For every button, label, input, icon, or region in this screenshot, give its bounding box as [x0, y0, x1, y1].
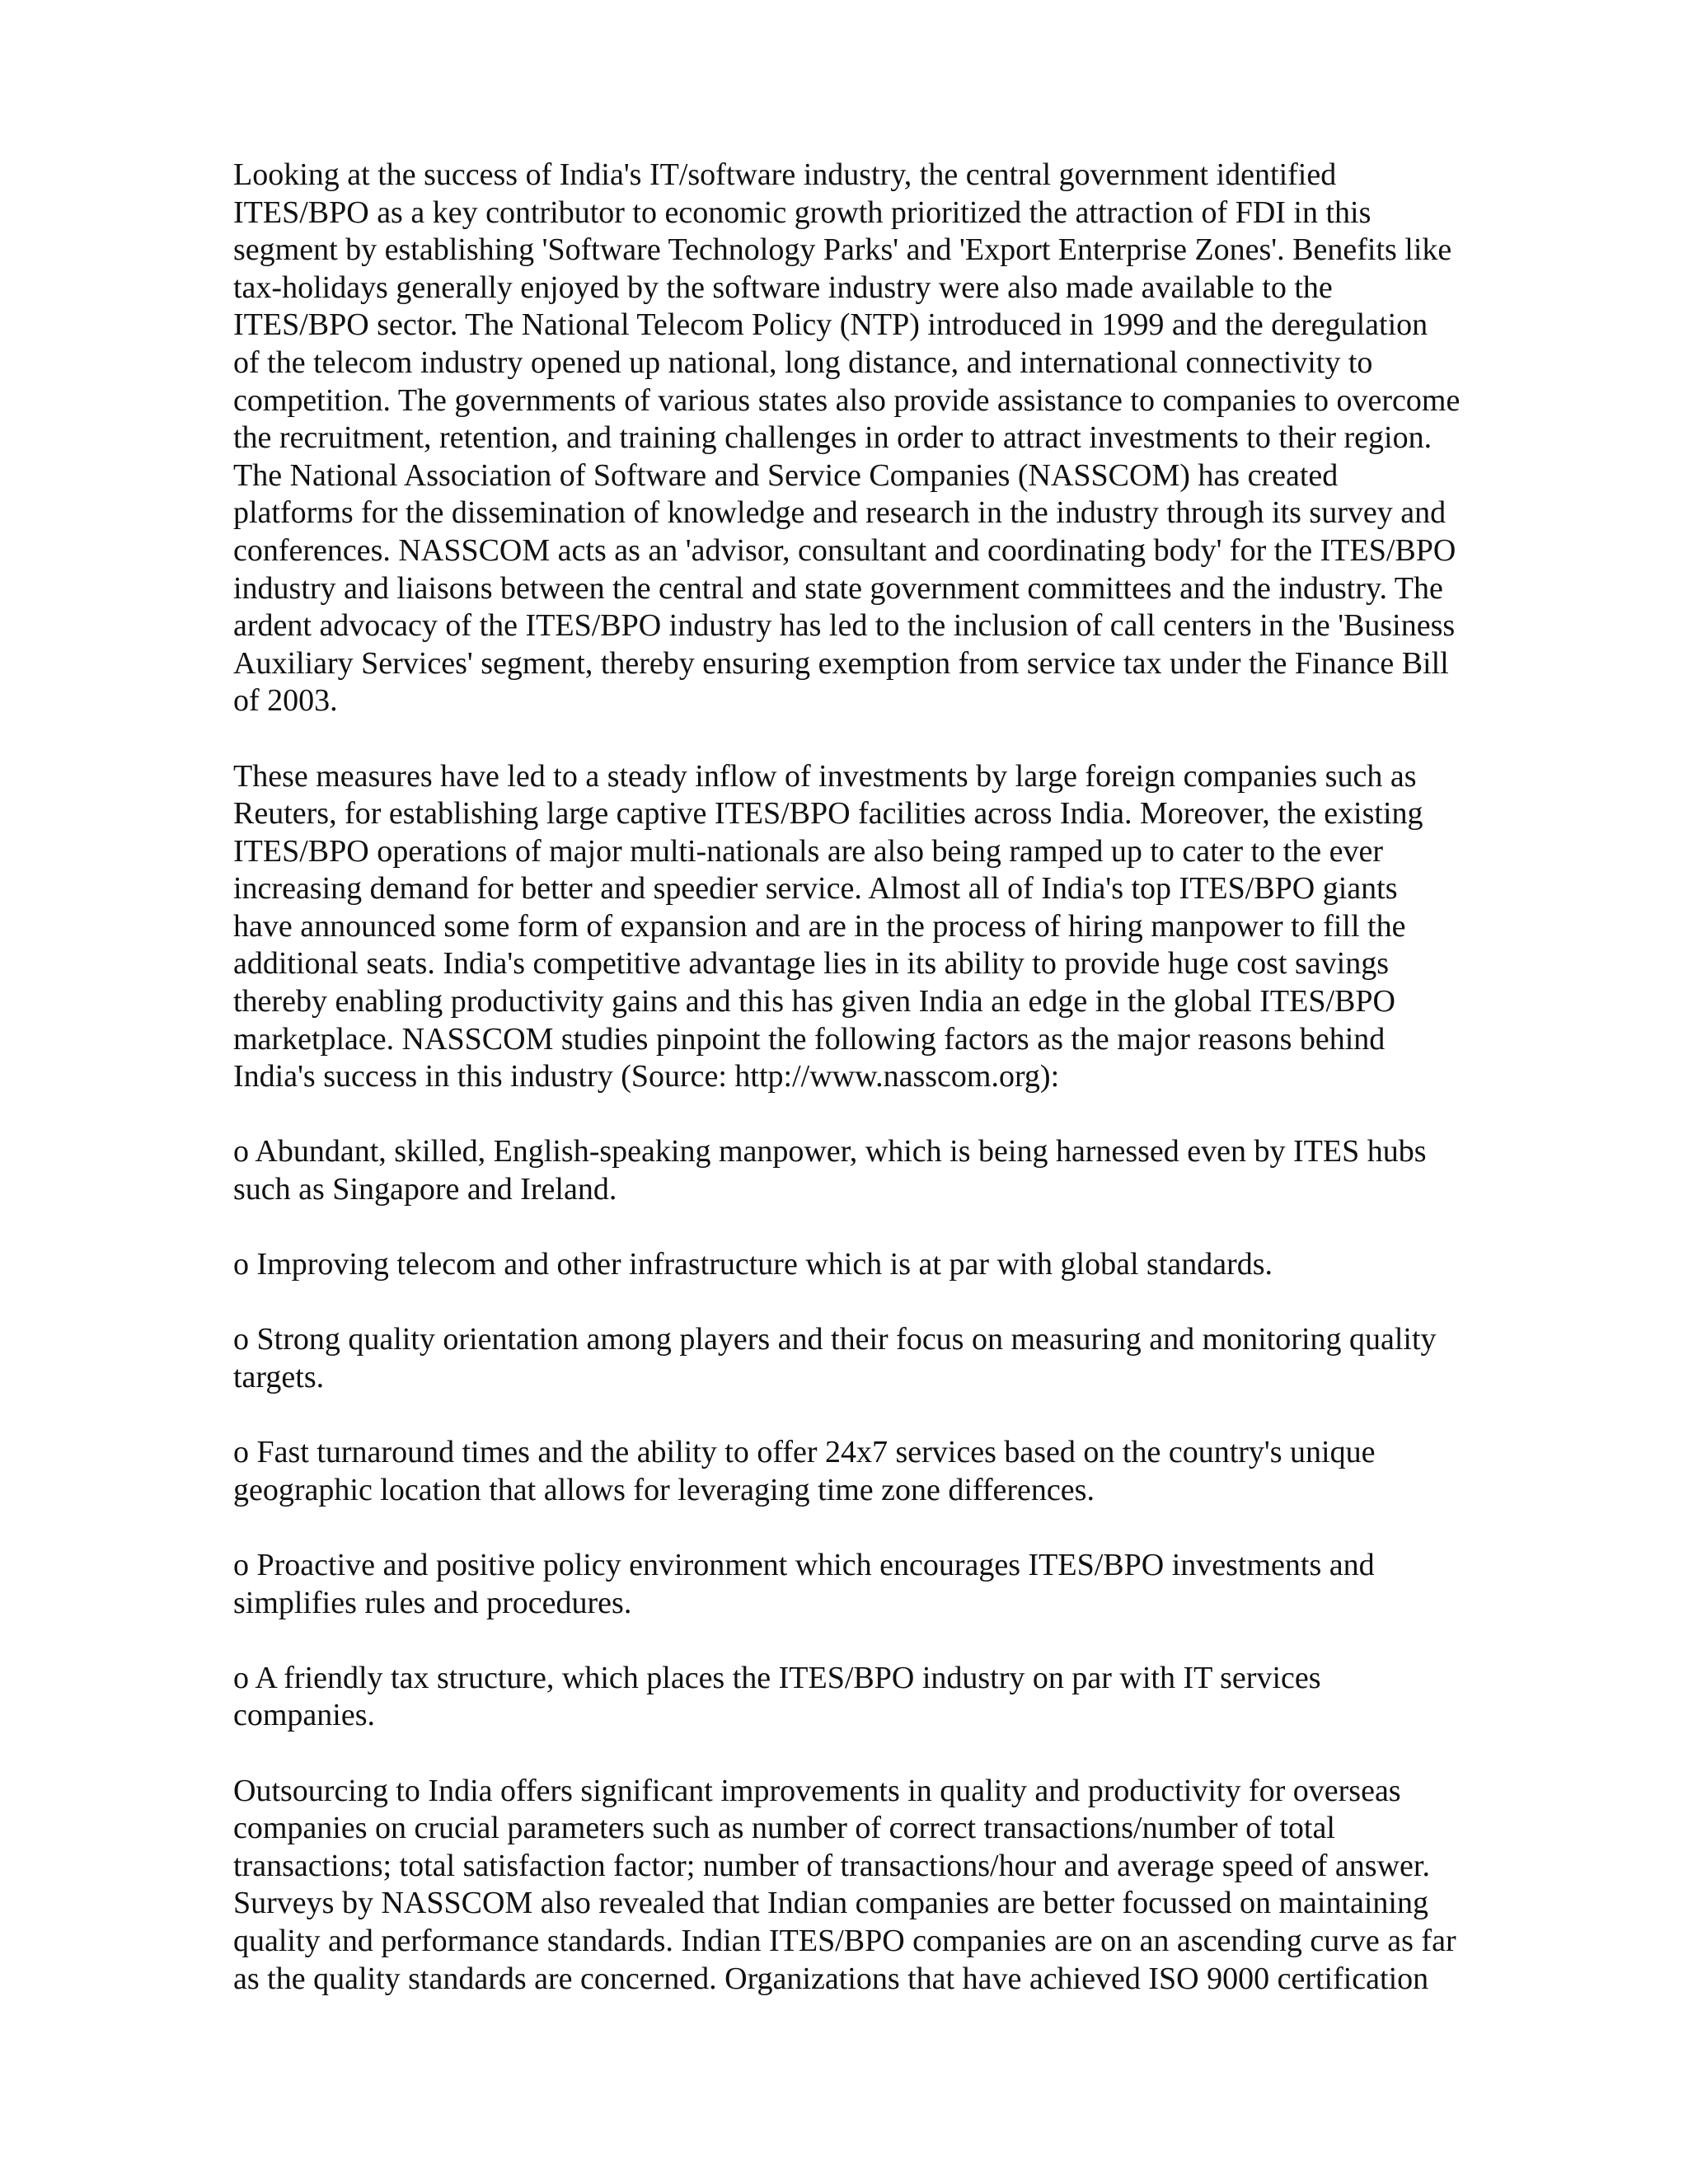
- bullet-quality-orientation: o Strong quality orientation among players and their focus on measuring and monitoring quality targets.: [233, 1322, 1437, 1394]
- paragraph-investment-inflow: These measures have led to a steady inflow of investments by large foreign companies such as Reuters, for establishing large captive ITES/BPO facilities across India. Moreover, the existing ITES/BPO operations of major multi-nationals are also being ramped up to cater to the ever increasing demand for better and speedier service. Almost all of India's top ITES/BPO giants have announced some form of expansion and are in the process of hiring manpower to fill the additional seats. India's competitive advantage lies in its ability to provide huge cost savings thereby enabling productivity gains and this has given India an edge in the global ITES/BPO marketplace. NASSCOM studies pinpoint the following factors as the major reasons behind India's success in this industry (Source: http://www.nasscom.org):: [233, 758, 1423, 1094]
- bullet-tax-structure: o A friendly tax structure, which places the ITES/BPO industry on par with IT services companies.: [233, 1660, 1321, 1733]
- bullet-manpower: o Abundant, skilled, English-speaking manpower, which is being harnessed even by ITES hubs such as Singapore and Ireland.: [233, 1134, 1427, 1207]
- bullet-infrastructure: o Improving telecom and other infrastructure which is at par with global standards.: [233, 1247, 1273, 1282]
- paragraph-quality-productivity: Outsourcing to India offers significant improvements in quality and productivity for overseas companies on crucial parameters such as number of correct transactions/number of total transactions; total satisfaction factor; number of transactions/hour and average speed of answer. Surveys by NASSCOM also revealed that Indian companies are better focussed on maintaining quality and performance standards. Indian ITES/BPO companies are on an ascending curve as far as the quality standards are concerned. Organizations that have achieved ISO 9000 certification: [233, 1773, 1456, 1996]
- document-body: [233, 157, 1527, 2036]
- bullet-policy-environment: o Proactive and positive policy environment which encourages ITES/BPO investments and simplifies rules and procedures.: [233, 1547, 1375, 1620]
- bullet-turnaround: o Fast turnaround times and the ability to offer 24x7 services based on the country's unique geographic location that allows for leveraging time zone differences.: [233, 1435, 1376, 1507]
- paragraph-govt-support: Looking at the success of India's IT/software industry, the central government identified ITES/BPO as a key contributor to economic growth prioritized the attraction of FDI in this segment by establishing 'Software Technology Parks' and 'Export Enterprise Zones'. Benefits like tax-holidays generally enjoyed by the software industry were also made available to the ITES/BPO sector. The National Telecom Policy (NTP) introduced in 1999 and the deregulation of the telecom industry opened up national, long distance, and international connectivity to competition. The governments of various states also provide assistance to companies to overcome the recruitment, retention, and training challenges in order to attract investments to their region. The National Association of Software and Service Companies (NASSCOM) has created platforms for the dissemination of knowledge and research in the industry through its survey and conferences. NASSCOM acts as an 'advisor, consultant and coordinating body' for the ITES/BPO industry and liaisons between the central and state government committees and the industry. The ardent advocacy of the ITES/BPO industry has led to the inclusion of call centers in the 'Business Auxiliary Services' segment, thereby ensuring exemption from service tax under the Finance Bill of 2003.: [233, 157, 1461, 719]
